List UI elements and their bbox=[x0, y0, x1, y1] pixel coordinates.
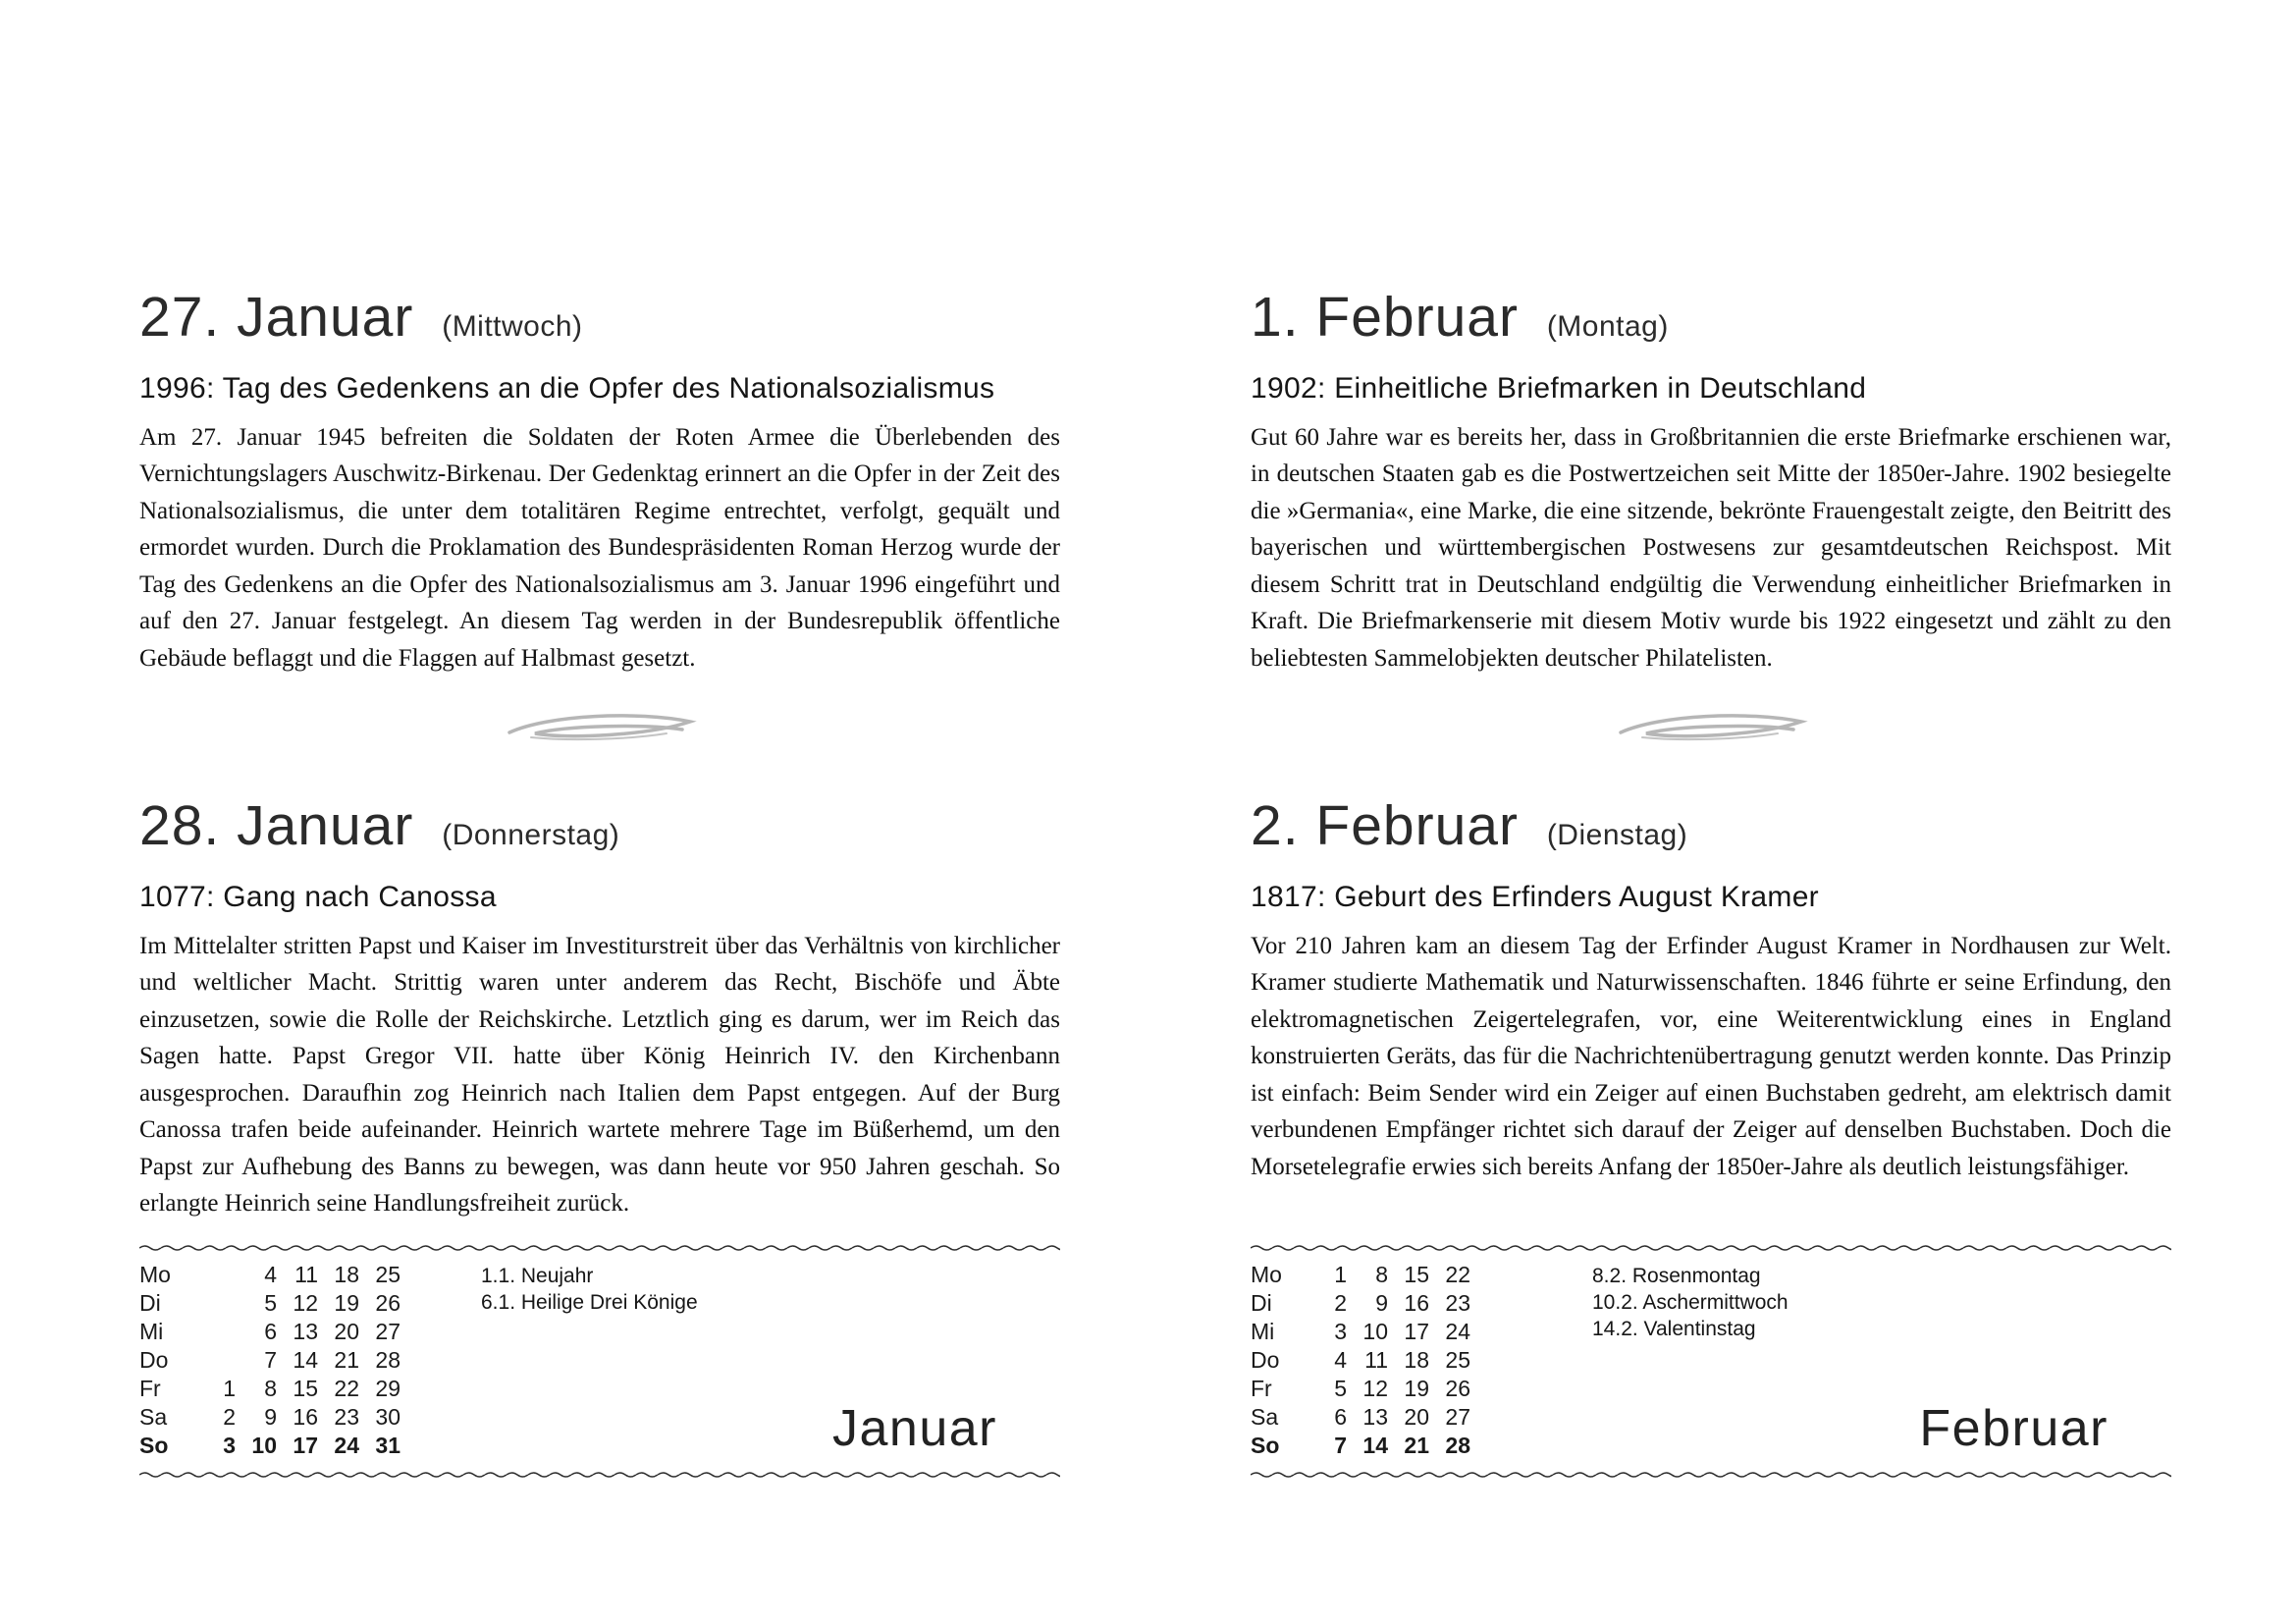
calendar-day-cell: 24 bbox=[1445, 1319, 1470, 1344]
entry-date: 27. Januar bbox=[139, 286, 414, 349]
calendar-day-cell: 16 bbox=[293, 1404, 318, 1430]
calendar-day-cell: 12 bbox=[1362, 1376, 1388, 1401]
calendar-row bbox=[1251, 1318, 1470, 1346]
calendar-day-cell: 19 bbox=[1404, 1376, 1429, 1401]
page-left bbox=[139, 0, 1060, 1624]
holiday-list bbox=[481, 1263, 698, 1316]
calendar-day-cell: 6 bbox=[1334, 1404, 1347, 1430]
entry-weekday: (Montag) bbox=[1546, 310, 1669, 343]
entry-weekday: (Dienstag) bbox=[1546, 819, 1688, 851]
calendar-day-cell: 17 bbox=[293, 1433, 318, 1458]
wavy-divider bbox=[139, 1470, 1060, 1480]
entry-date-heading bbox=[1251, 795, 2171, 857]
entry-date: 28. Januar bbox=[139, 794, 414, 857]
calendar-weekday-label: Mi bbox=[139, 1319, 164, 1344]
calendar-weekday-label: So bbox=[1251, 1433, 1280, 1458]
calendar-day-cell: 26 bbox=[375, 1290, 400, 1316]
calendar-weekday-label: Mi bbox=[1251, 1319, 1275, 1344]
entry-title: 1996: Tag des Gedenkens an die Opfer des Nationalsozialismus bbox=[139, 371, 995, 405]
calendar-row bbox=[139, 1289, 400, 1318]
calendar-day-cell: 30 bbox=[375, 1404, 400, 1430]
month-label: Februar bbox=[1919, 1400, 2109, 1457]
calendar-row bbox=[1251, 1346, 1470, 1375]
calendar-day-cell: 14 bbox=[1362, 1433, 1388, 1458]
calendar-day-cell: 17 bbox=[1404, 1319, 1429, 1344]
calendar-weekday-label: Fr bbox=[139, 1376, 161, 1401]
calendar-day-cell: 7 bbox=[1334, 1433, 1347, 1458]
entry-date-heading bbox=[1251, 287, 2171, 349]
holiday-item: 14.2. Valentinstag bbox=[1592, 1318, 1756, 1340]
calendar-day-cell: 3 bbox=[223, 1433, 236, 1458]
wavy-divider bbox=[139, 1243, 1060, 1253]
calendar-weekday-label: Mo bbox=[139, 1262, 171, 1287]
calendar-day-cell: 20 bbox=[1404, 1404, 1429, 1430]
entry-weekday: (Mittwoch) bbox=[442, 310, 583, 343]
calendar-day-cell: 25 bbox=[1445, 1347, 1470, 1373]
calendar-day-cell: 21 bbox=[334, 1347, 359, 1373]
calendar-day-cell: 1 bbox=[1334, 1262, 1347, 1287]
calendar-day-cell: 5 bbox=[1334, 1376, 1347, 1401]
wavy-divider bbox=[1251, 1243, 2171, 1253]
calendar-day-cell: 15 bbox=[1404, 1262, 1429, 1287]
calendar-day-cell: 31 bbox=[375, 1433, 400, 1458]
calendar-day-cell: 11 bbox=[294, 1262, 318, 1287]
calendar-weekday-label: Sa bbox=[1251, 1404, 1279, 1430]
calendar-day-cell: 4 bbox=[1334, 1347, 1347, 1373]
calendar-day-cell: 15 bbox=[293, 1376, 318, 1401]
entry-block bbox=[139, 287, 1060, 677]
entry-weekday: (Donnerstag) bbox=[442, 819, 620, 851]
calendar-day-cell: 21 bbox=[1404, 1433, 1429, 1458]
calendar-row bbox=[1251, 1289, 1470, 1318]
calendar-day-cell: 20 bbox=[334, 1319, 359, 1344]
calendar-day-cell: 8 bbox=[264, 1376, 277, 1401]
page-right bbox=[1251, 0, 2171, 1624]
calendar-day-cell: 7 bbox=[264, 1347, 277, 1373]
entry-title: 1902: Einheitliche Briefmarken in Deutschland bbox=[1251, 371, 1867, 405]
calendar-day-cell bbox=[194, 1289, 236, 1318]
calendar-weekday-label: So bbox=[139, 1433, 169, 1458]
calendar-day-cell: 22 bbox=[334, 1376, 359, 1401]
entry-block bbox=[1251, 287, 2171, 677]
entry-body-text: Im Mittelalter stritten Papst und Kaiser im Investiturstreit über das Verhältnis von kirchlicher und weltlicher Macht. Strittig waren unter anderem das Recht, Bischöfe und Äbte einzusetzen, sowie die Rolle der Reichskirche. Letztlich ging es darum, wer im Reich das Sagen hatte. Papst Gregor VII. hatte über König Heinrich IV. den Kirchenbann ausgesprochen. Daraufhin zog Heinrich nach Italien dem Papst entgegen. Auf der Burg Canossa trafen beide aufeinander. Heinrich wartete mehrere Tage im Büßerhemd, um den Papst zur Aufhebung des Banns zu bewegen, was dann heute vor 950 Jahren geschah. So erlangte Heinrich seine Handlungsfreiheit zurück. bbox=[139, 932, 1060, 1218]
entry-body-text: Gut 60 Jahre war es bereits her, dass in Großbritannien die erste Briefmarke erschienen war, in deutschen Staaten gab es die Postwertzeichen seit Mitte der 1850er-Jahre. 1902 besiegelte die »Germania«, eine Marke, die eine sitzende, bekrönte Frauengestalt zeigte, den Beitritt des bayerischen und württembergischen Postwesens zur gesamtdeutschen Reichspost. Mit diesem Schritt trat in Deutschland endgültig die Verwendung einheitlicher Briefmarken in Kraft. Die Briefmarkenserie mit diesem Motiv wurde bis 1922 eingesetzt und zählt zu den beliebtesten Sammelobjekten deutscher Philatelisten. bbox=[1251, 423, 2171, 672]
calendar-day-cell: 13 bbox=[1362, 1404, 1388, 1430]
holiday-list bbox=[1592, 1263, 1789, 1342]
calendar-day-cell: 8 bbox=[1375, 1262, 1388, 1287]
calendar-row bbox=[1251, 1403, 1470, 1432]
calendar-day-cell: 26 bbox=[1445, 1376, 1470, 1401]
entry-body-text: Vor 210 Jahren kam an diesem Tag der Erfinder August Kramer in Nordhausen zur Welt. Kramer studierte Mathematik und Naturwissenschaften. 1846 führte er seine Erfindung, den elektromagnetischen Zeigertelegrafen, vor, eine Weiterentwicklung eines in England konstruierten Geräts, das für die Nachrichtenübertragung genutzt werden konnte. Das Prinzip ist einfach: Beim Sender wird ein Zeiger auf einen Buchstaben gedreht, am elektrisch damit verbundenen Empfänger richtet sich darauf der Zeiger auf denselben Buchstaben. Doch die Morsetelegrafie erwies sich bereits Anfang der 1850er-Jahre als deutlich leistungsfähiger. bbox=[1251, 932, 2171, 1180]
calendar-day-cell: 18 bbox=[334, 1262, 359, 1287]
calendar-day-cell: 28 bbox=[1445, 1433, 1470, 1458]
calendar-day-cell: 12 bbox=[293, 1290, 318, 1316]
calendar-row bbox=[1251, 1432, 1470, 1460]
entry-date-heading bbox=[139, 287, 1060, 349]
calendar-day-cell bbox=[194, 1261, 236, 1289]
calendar-row bbox=[139, 1318, 400, 1346]
calendar-day-cell: 10 bbox=[251, 1433, 277, 1458]
calendar-day-cell: 18 bbox=[1404, 1347, 1429, 1373]
calendar-day-cell: 2 bbox=[1334, 1290, 1347, 1316]
calendar-weekday-label: Di bbox=[1251, 1290, 1272, 1316]
mini-month-calendar bbox=[1251, 1243, 2171, 1480]
wavy-divider bbox=[1251, 1470, 2171, 1480]
calendar-row bbox=[139, 1403, 400, 1432]
calendar-weekday-label: Fr bbox=[1251, 1376, 1272, 1401]
calendar-row bbox=[139, 1432, 400, 1460]
calendar-day-cell: 25 bbox=[375, 1262, 400, 1287]
calendar-day-cell: 1 bbox=[223, 1376, 236, 1401]
calendar-day-cell: 28 bbox=[375, 1347, 400, 1373]
calendar-day-cell: 16 bbox=[1404, 1290, 1429, 1316]
holiday-item: 10.2. Aschermittwoch bbox=[1592, 1291, 1789, 1314]
calendar-day-cell: 27 bbox=[1445, 1404, 1470, 1430]
entry-date-heading bbox=[139, 795, 1060, 857]
calendar-day-cell: 3 bbox=[1334, 1319, 1347, 1344]
calendar-day-cell: 27 bbox=[375, 1319, 400, 1344]
flourish-icon bbox=[139, 709, 1060, 746]
calendar-row bbox=[1251, 1261, 1470, 1289]
entry-date: 2. Februar bbox=[1251, 794, 1519, 857]
calendar-day-cell bbox=[194, 1346, 236, 1375]
calendar-day-cell: 23 bbox=[1445, 1290, 1470, 1316]
entry-block bbox=[139, 795, 1060, 1222]
calendar-day-cell: 5 bbox=[264, 1290, 277, 1316]
entry-block bbox=[1251, 795, 2171, 1185]
calendar-row bbox=[139, 1346, 400, 1375]
calendar-row bbox=[1251, 1375, 1470, 1403]
calendar-weekday-label: Sa bbox=[139, 1404, 168, 1430]
calendar-day-cell: 14 bbox=[293, 1347, 318, 1373]
entry-date: 1. Februar bbox=[1251, 286, 1519, 349]
calendar-row bbox=[139, 1375, 400, 1403]
calendar-row bbox=[139, 1261, 400, 1289]
calendar-body bbox=[1251, 1261, 2171, 1462]
entry-title: 1817: Geburt des Erfinders August Kramer bbox=[1251, 880, 1819, 913]
month-label: Januar bbox=[832, 1400, 997, 1457]
calendar-day-cell: 22 bbox=[1445, 1262, 1470, 1287]
calendar-day-cell: 23 bbox=[334, 1404, 359, 1430]
calendar-day-cell bbox=[194, 1318, 236, 1346]
calendar-day-cell: 29 bbox=[375, 1376, 400, 1401]
calendar-body bbox=[139, 1261, 1060, 1462]
calendar-weekday-label: Do bbox=[139, 1347, 169, 1373]
calendar-day-cell: 24 bbox=[334, 1433, 359, 1458]
calendar-day-cell: 11 bbox=[1364, 1347, 1388, 1373]
calendar-weekday-label: Do bbox=[1251, 1347, 1280, 1373]
calendar-weekday-label: Di bbox=[139, 1290, 161, 1316]
calendar-day-cell: 6 bbox=[264, 1319, 277, 1344]
calendar-day-cell: 2 bbox=[223, 1404, 236, 1430]
holiday-item: 1.1. Neujahr bbox=[481, 1265, 594, 1287]
calendar-weekday-label: Mo bbox=[1251, 1262, 1282, 1287]
holiday-item: 8.2. Rosenmontag bbox=[1592, 1265, 1761, 1287]
calendar-day-cell: 13 bbox=[293, 1319, 318, 1344]
calendar-grid bbox=[139, 1261, 400, 1460]
entry-body-text: Am 27. Januar 1945 befreiten die Soldaten der Roten Armee die Überlebenden des Vernichtungslagers Auschwitz-Birkenau. Der Gedenktag erinnert an die Opfer in der Zeit des Nationalsozialismus, die unter dem totalitären Regime entrechtet, verfolgt, gequält und ermordet wurden. Durch die Proklamation des Bundespräsidenten Roman Herzog wurde der Tag des Gedenkens an die Opfer des Nationalsozialismus am 3. Januar 1996 eingeführt und auf den 27. Januar festgelegt. An diesem Tag werden in der Bundesrepublik öffentliche Gebäude beflaggt und die Flaggen auf Halbmast gesetzt. bbox=[139, 423, 1060, 672]
holiday-item: 6.1. Heilige Drei Könige bbox=[481, 1291, 698, 1314]
calendar-day-cell: 4 bbox=[264, 1262, 277, 1287]
flourish-icon bbox=[1251, 709, 2171, 746]
calendar-day-cell: 9 bbox=[1375, 1290, 1388, 1316]
calendar-day-cell: 10 bbox=[1362, 1319, 1388, 1344]
calendar-grid bbox=[1251, 1261, 1470, 1460]
mini-month-calendar bbox=[139, 1243, 1060, 1480]
calendar-day-cell: 9 bbox=[264, 1404, 277, 1430]
entry-title: 1077: Gang nach Canossa bbox=[139, 880, 497, 913]
calendar-day-cell: 19 bbox=[334, 1290, 359, 1316]
